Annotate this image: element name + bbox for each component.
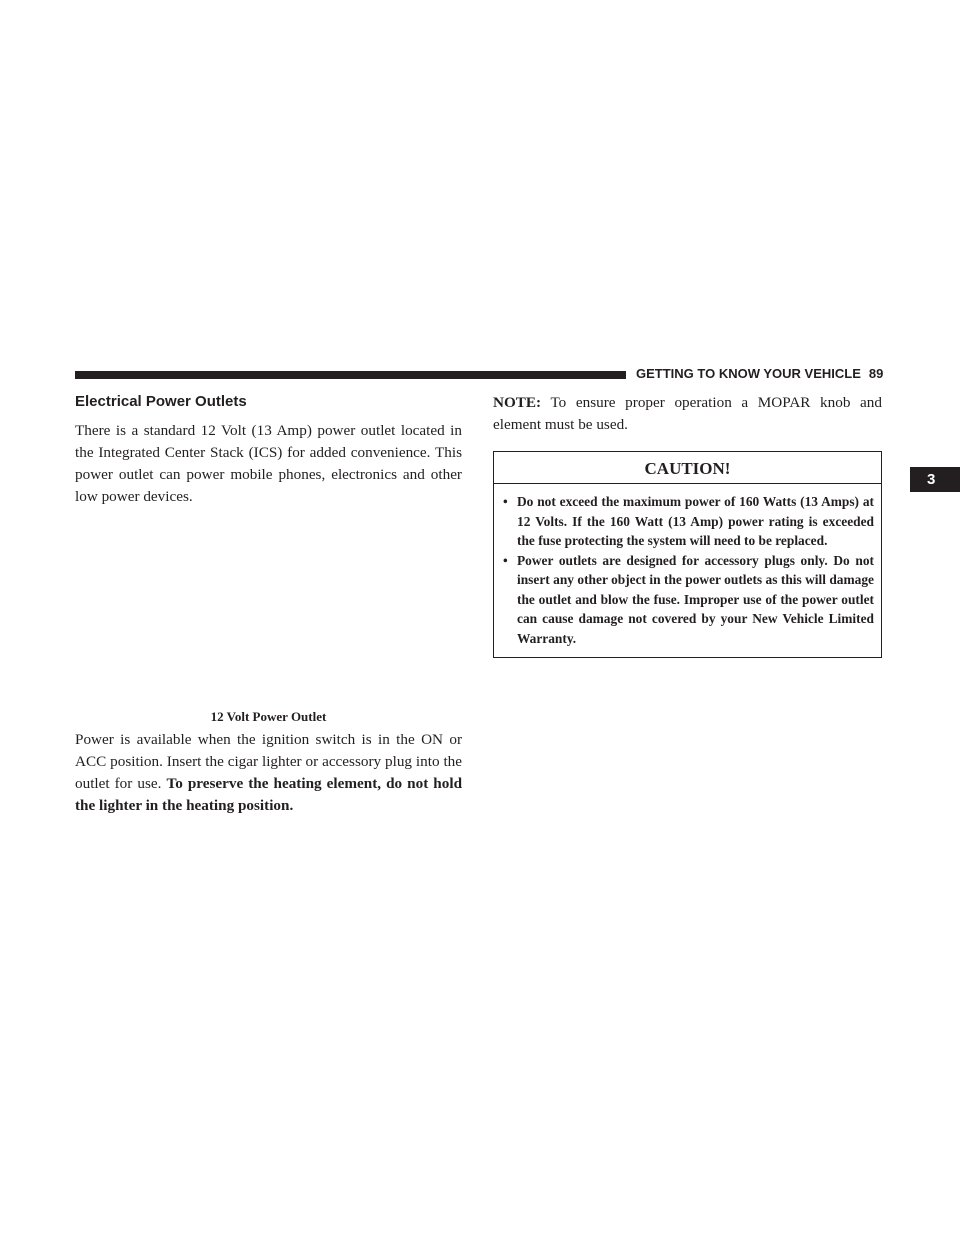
usage-paragraph (75, 729, 462, 817)
caution-item (503, 492, 874, 551)
note-text: To ensure proper operation a MOPAR knob and element must be used. (493, 394, 882, 433)
left-column (75, 392, 462, 817)
chapter-tab: 3 (910, 467, 960, 492)
caution-item-text: Power outlets are designed for accessory plugs only. Do not insert any other object in the power outlets as this will damage the outlet and blow the fuse. Improper use of the power outlet can cause damage not covered by your New Vehicle Limited Warranty. (517, 552, 874, 646)
note-label: NOTE: (493, 394, 542, 411)
caution-list (503, 492, 874, 648)
note-paragraph (493, 392, 882, 436)
right-column (493, 392, 882, 658)
caution-title: CAUTION! (494, 452, 881, 484)
page-number: 89 (868, 366, 884, 381)
header-section-title: GETTING TO KNOW YOUR VEHICLE (636, 366, 861, 381)
section-title: Electrical Power Outlets (75, 393, 247, 410)
caution-item (503, 551, 874, 649)
bullet-icon: • (503, 494, 508, 509)
header-rule (75, 371, 626, 379)
usage-text: Power is available when the ignition switch is in the ON or ACC position. Insert the cigar lighter or accessory plug into the outlet for use. (75, 731, 462, 792)
bullet-icon: • (503, 552, 508, 568)
figure-image-area (75, 508, 462, 708)
usage-warning: To preserve the heating element, do not hold the lighter in the heating position. (75, 775, 463, 814)
intro-paragraph: There is a standard 12 Volt (13 Amp) power outlet located in the Integrated Center Stack (ICS) for added convenience. This power outlet can power mobile phones, electronics and other low power devices. (75, 422, 462, 505)
running-header (636, 364, 886, 384)
caution-item-text: Do not exceed the maximum power of 160 Watts (13 Amps) at 12 Volts. If the 160 Watt (13 Amp) power rating is exceeded the fuse protecting the system will need to be replaced. (517, 494, 874, 548)
figure-caption: 12 Volt Power Outlet (210, 709, 327, 724)
caution-box (493, 451, 882, 658)
